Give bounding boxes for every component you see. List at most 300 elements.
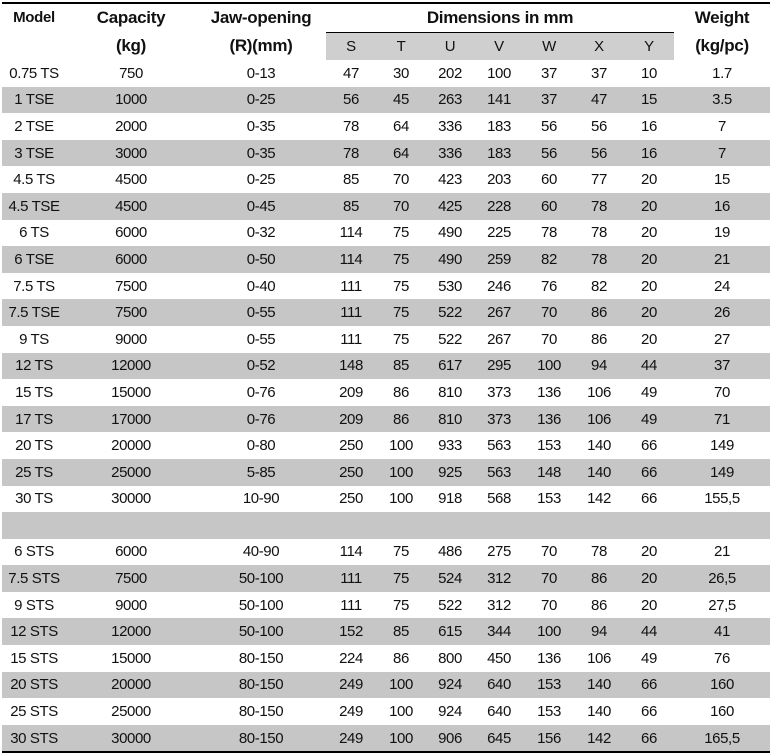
cell-weight: 27 bbox=[714, 330, 730, 348]
cell-dim-s: 85 bbox=[343, 171, 359, 189]
cell-dim-s: 250 bbox=[339, 437, 363, 455]
cell-jaw-opening: 0-76 bbox=[196, 406, 326, 433]
cell-capacity: 6000 bbox=[66, 246, 196, 273]
cell-model: 6 STS bbox=[14, 543, 54, 561]
cell-jaw-opening: 0-25 bbox=[246, 171, 276, 189]
cell-dim-t: 75 bbox=[376, 246, 426, 273]
cell-model: 7.5 TSE bbox=[2, 299, 66, 326]
cell-dim-x: 86 bbox=[591, 330, 607, 348]
cell-model: 6 TS bbox=[19, 224, 49, 242]
cell-dim-t: 75 bbox=[393, 543, 409, 561]
cell-model: 25 STS bbox=[10, 703, 58, 721]
cell-dim-w: 70 bbox=[541, 330, 557, 348]
cell-model: 7.5 TS bbox=[13, 277, 55, 295]
cell-dim-t: 64 bbox=[376, 140, 426, 167]
table-row bbox=[2, 193, 770, 220]
cell-weight: 26,5 bbox=[674, 565, 770, 592]
cell-dim-v: 275 bbox=[487, 543, 511, 561]
cell-dim-w: 136 bbox=[537, 383, 561, 401]
cell-dim-y: 20 bbox=[641, 277, 657, 295]
cell-dim-x: 37 bbox=[591, 64, 607, 82]
cell-model: 3 TSE bbox=[2, 140, 66, 167]
cell-weight: 70 bbox=[714, 383, 730, 401]
cell-dim-w: 76 bbox=[541, 277, 557, 295]
cell-capacity: 3000 bbox=[66, 140, 196, 167]
cell-dim-v: 563 bbox=[474, 459, 524, 486]
cell-model: 12 STS bbox=[2, 618, 66, 645]
cell-capacity: 20000 bbox=[66, 672, 196, 699]
cell-dim-u: 524 bbox=[426, 565, 474, 592]
cell-dim-w: 153 bbox=[524, 672, 574, 699]
cell-dim-v: 203 bbox=[487, 171, 511, 189]
table-row bbox=[2, 406, 770, 433]
cell-dim-x: 94 bbox=[574, 353, 624, 380]
cell-dim-s: 111 bbox=[326, 299, 376, 326]
clamp-specification-table bbox=[2, 2, 770, 753]
cell-capacity: 12000 bbox=[66, 618, 196, 645]
cell-dim-x: 78 bbox=[591, 543, 607, 561]
cell-capacity: 9000 bbox=[115, 596, 147, 614]
header-capacity-unit: (kg) bbox=[116, 36, 146, 56]
cell-jaw-opening: 0-45 bbox=[196, 193, 326, 220]
header-dim-x: X bbox=[574, 33, 624, 61]
cell-capacity: 15000 bbox=[111, 383, 151, 401]
cell-dim-y: 15 bbox=[624, 87, 674, 114]
cell-dim-u: 522 bbox=[438, 330, 462, 348]
cell-dim-y: 49 bbox=[641, 649, 657, 667]
cell-jaw-opening: 80-150 bbox=[196, 672, 326, 699]
cell-dim-w: 100 bbox=[524, 618, 574, 645]
cell-weight: 1.7 bbox=[712, 64, 732, 82]
cell-dim-v: 312 bbox=[487, 596, 511, 614]
cell-dim-x: 78 bbox=[574, 246, 624, 273]
cell-model: 20 TS bbox=[15, 437, 53, 455]
cell-jaw-opening: 50-100 bbox=[196, 618, 326, 645]
cell-dim-y: 66 bbox=[641, 437, 657, 455]
cell-jaw-opening: 0-52 bbox=[196, 353, 326, 380]
cell-dim-y: 20 bbox=[641, 330, 657, 348]
cell-weight: 21 bbox=[674, 246, 770, 273]
cell-dim-u: 425 bbox=[426, 193, 474, 220]
cell-dim-v: 225 bbox=[487, 224, 511, 242]
cell-dim-s: 209 bbox=[339, 383, 363, 401]
cell-weight: 155,5 bbox=[704, 490, 740, 508]
cell-weight: 76 bbox=[714, 649, 730, 667]
table-header bbox=[2, 3, 770, 60]
cell-jaw-opening: 0-55 bbox=[246, 330, 276, 348]
cell-jaw-opening: 0-80 bbox=[246, 437, 276, 455]
cell-dim-y: 49 bbox=[624, 406, 674, 433]
cell-dim-s: 47 bbox=[343, 64, 359, 82]
cell-capacity: 15000 bbox=[111, 649, 151, 667]
header-dim-y: Y bbox=[624, 33, 674, 61]
table-row bbox=[2, 486, 770, 513]
cell-dim-v: 228 bbox=[474, 193, 524, 220]
table-row bbox=[2, 645, 770, 672]
cell-dim-w: 136 bbox=[524, 406, 574, 433]
cell-dim-u: 423 bbox=[438, 171, 462, 189]
header-dimensions: Dimensions in mm bbox=[326, 3, 674, 33]
cell-jaw-opening: 0-13 bbox=[246, 64, 276, 82]
cell-model: 0.75 TS bbox=[9, 64, 59, 82]
cell-dim-w: 70 bbox=[541, 596, 557, 614]
cell-dim-v: 141 bbox=[474, 87, 524, 114]
cell-dim-y: 16 bbox=[624, 140, 674, 167]
cell-dim-s: 114 bbox=[326, 246, 376, 273]
cell-capacity: 9000 bbox=[115, 330, 147, 348]
cell-capacity: 6000 bbox=[115, 224, 147, 242]
cell-model: 9 STS bbox=[14, 596, 54, 614]
cell-dim-y: 44 bbox=[624, 353, 674, 380]
cell-dim-s: 148 bbox=[326, 353, 376, 380]
cell-capacity: 25000 bbox=[66, 459, 196, 486]
cell-capacity: 17000 bbox=[66, 406, 196, 433]
cell-dim-y: 20 bbox=[641, 224, 657, 242]
cell-dim-v: 344 bbox=[474, 618, 524, 645]
cell-weight: 24 bbox=[714, 277, 730, 295]
cell-dim-s: 249 bbox=[326, 672, 376, 699]
cell-dim-w: 60 bbox=[541, 171, 557, 189]
cell-dim-w: 70 bbox=[541, 543, 557, 561]
cell-weight: 27,5 bbox=[708, 596, 736, 614]
cell-dim-t: 75 bbox=[376, 565, 426, 592]
cell-weight: 41 bbox=[674, 618, 770, 645]
table-row bbox=[2, 87, 770, 114]
separator-row bbox=[2, 512, 770, 539]
cell-weight: 26 bbox=[674, 299, 770, 326]
cell-dim-s: 224 bbox=[339, 649, 363, 667]
cell-dim-u: 336 bbox=[438, 117, 462, 135]
table-row bbox=[2, 432, 770, 459]
table-row bbox=[2, 698, 770, 725]
header-jaw-opening: Jaw-opening bbox=[210, 8, 312, 28]
cell-dim-u: 918 bbox=[438, 490, 462, 508]
cell-dim-w: 56 bbox=[524, 140, 574, 167]
cell-dim-v: 450 bbox=[487, 649, 511, 667]
cell-dim-t: 86 bbox=[393, 383, 409, 401]
header-weight-unit: (kg/pc) bbox=[695, 36, 749, 56]
cell-dim-t: 75 bbox=[393, 224, 409, 242]
cell-dim-v: 100 bbox=[487, 64, 511, 82]
cell-dim-w: 37 bbox=[541, 64, 557, 82]
table-row bbox=[2, 60, 770, 87]
cell-dim-v: 373 bbox=[487, 383, 511, 401]
cell-dim-t: 75 bbox=[393, 277, 409, 295]
cell-dim-v: 312 bbox=[474, 565, 524, 592]
cell-dim-y: 20 bbox=[624, 299, 674, 326]
cell-dim-v: 183 bbox=[474, 140, 524, 167]
cell-weight: 7 bbox=[718, 117, 726, 135]
table-row bbox=[2, 565, 770, 592]
cell-jaw-opening: 10-90 bbox=[242, 490, 280, 508]
cell-dim-x: 142 bbox=[587, 490, 611, 508]
cell-model: 30 TS bbox=[15, 490, 53, 508]
cell-capacity: 1000 bbox=[66, 87, 196, 114]
cell-dim-y: 20 bbox=[624, 565, 674, 592]
cell-capacity: 750 bbox=[119, 64, 143, 82]
cell-dim-x: 77 bbox=[591, 171, 607, 189]
table-row bbox=[2, 592, 770, 619]
cell-dim-s: 152 bbox=[326, 618, 376, 645]
table-row bbox=[2, 618, 770, 645]
cell-dim-u: 202 bbox=[438, 64, 462, 82]
cell-dim-u: 924 bbox=[426, 672, 474, 699]
cell-dim-u: 530 bbox=[438, 277, 462, 295]
cell-weight: 149 bbox=[674, 459, 770, 486]
cell-weight: 165,5 bbox=[674, 725, 770, 753]
cell-weight: 21 bbox=[714, 543, 730, 561]
cell-model: 1 TSE bbox=[2, 87, 66, 114]
header-weight: Weight bbox=[694, 8, 750, 28]
cell-dim-s: 111 bbox=[340, 330, 362, 348]
cell-dim-u: 490 bbox=[438, 224, 462, 242]
cell-dim-t: 100 bbox=[376, 725, 426, 753]
cell-weight: 15 bbox=[714, 171, 730, 189]
cell-weight: 16 bbox=[674, 193, 770, 220]
cell-jaw-opening: 40-90 bbox=[242, 543, 280, 561]
cell-dim-x: 56 bbox=[574, 140, 624, 167]
cell-jaw-opening: 0-55 bbox=[196, 299, 326, 326]
cell-weight: 149 bbox=[710, 437, 734, 455]
cell-dim-s: 56 bbox=[326, 87, 376, 114]
cell-dim-y: 66 bbox=[624, 725, 674, 753]
cell-dim-v: 568 bbox=[487, 490, 511, 508]
cell-dim-u: 906 bbox=[426, 725, 474, 753]
cell-dim-x: 140 bbox=[574, 459, 624, 486]
cell-dim-s: 209 bbox=[326, 406, 376, 433]
cell-dim-y: 49 bbox=[641, 383, 657, 401]
cell-dim-y: 20 bbox=[624, 246, 674, 273]
cell-dim-x: 82 bbox=[591, 277, 607, 295]
cell-dim-w: 82 bbox=[524, 246, 574, 273]
cell-dim-y: 10 bbox=[641, 64, 657, 82]
cell-dim-w: 148 bbox=[524, 459, 574, 486]
header-dim-s: S bbox=[326, 33, 376, 61]
header-capacity: Capacity bbox=[96, 8, 166, 28]
cell-dim-x: 106 bbox=[587, 649, 611, 667]
cell-dim-y: 20 bbox=[641, 596, 657, 614]
cell-dim-u: 263 bbox=[426, 87, 474, 114]
cell-dim-y: 66 bbox=[641, 490, 657, 508]
cell-jaw-opening: 0-76 bbox=[246, 383, 276, 401]
cell-dim-v: 640 bbox=[474, 672, 524, 699]
cell-dim-x: 86 bbox=[574, 565, 624, 592]
cell-dim-v: 267 bbox=[474, 299, 524, 326]
cell-dim-w: 153 bbox=[537, 490, 561, 508]
table-row bbox=[2, 539, 770, 566]
cell-model: 30 STS bbox=[2, 725, 66, 753]
header-dim-v: V bbox=[474, 33, 524, 61]
cell-dim-v: 645 bbox=[474, 725, 524, 753]
cell-weight: 19 bbox=[714, 224, 730, 242]
cell-dim-t: 100 bbox=[389, 703, 413, 721]
cell-capacity: 20000 bbox=[111, 437, 151, 455]
cell-capacity: 12000 bbox=[66, 353, 196, 380]
cell-capacity: 6000 bbox=[115, 543, 147, 561]
table-row bbox=[2, 326, 770, 353]
table-row bbox=[2, 273, 770, 300]
table-row bbox=[2, 725, 770, 753]
table-row bbox=[2, 379, 770, 406]
cell-jaw-opening: 5-85 bbox=[196, 459, 326, 486]
cell-capacity: 30000 bbox=[66, 725, 196, 753]
cell-dim-t: 100 bbox=[389, 437, 413, 455]
cell-dim-s: 111 bbox=[340, 596, 362, 614]
cell-capacity: 30000 bbox=[111, 490, 151, 508]
cell-dim-v: 267 bbox=[487, 330, 511, 348]
table-row bbox=[2, 459, 770, 486]
cell-model: 15 STS bbox=[10, 649, 58, 667]
cell-dim-y: 44 bbox=[624, 618, 674, 645]
cell-dim-u: 615 bbox=[426, 618, 474, 645]
cell-dim-t: 45 bbox=[376, 87, 426, 114]
cell-dim-s: 85 bbox=[326, 193, 376, 220]
cell-dim-t: 85 bbox=[376, 618, 426, 645]
cell-dim-s: 250 bbox=[339, 490, 363, 508]
table-row bbox=[2, 220, 770, 247]
cell-dim-u: 800 bbox=[438, 649, 462, 667]
cell-weight: 37 bbox=[674, 353, 770, 380]
cell-dim-x: 78 bbox=[591, 224, 607, 242]
cell-dim-s: 249 bbox=[339, 703, 363, 721]
cell-dim-w: 70 bbox=[524, 565, 574, 592]
header-dim-t: T bbox=[376, 33, 426, 61]
cell-dim-t: 100 bbox=[376, 459, 426, 486]
cell-model: 6 TSE bbox=[2, 246, 66, 273]
table-row bbox=[2, 113, 770, 140]
cell-jaw-opening: 80-150 bbox=[238, 649, 284, 667]
cell-dim-x: 78 bbox=[574, 193, 624, 220]
cell-weight: 71 bbox=[674, 406, 770, 433]
cell-capacity: 7500 bbox=[66, 299, 196, 326]
cell-dim-y: 20 bbox=[641, 171, 657, 189]
cell-model: 4.5 TS bbox=[13, 171, 55, 189]
cell-model: 9 TS bbox=[19, 330, 49, 348]
cell-dim-x: 94 bbox=[574, 618, 624, 645]
cell-dim-w: 60 bbox=[524, 193, 574, 220]
cell-capacity: 4500 bbox=[66, 193, 196, 220]
table-row bbox=[2, 246, 770, 273]
cell-dim-u: 810 bbox=[438, 383, 462, 401]
cell-weight: 160 bbox=[710, 703, 734, 721]
cell-model: 15 TS bbox=[15, 383, 53, 401]
cell-capacity: 7500 bbox=[115, 277, 147, 295]
cell-dim-s: 249 bbox=[326, 725, 376, 753]
cell-dim-s: 78 bbox=[343, 117, 359, 135]
cell-dim-t: 86 bbox=[393, 649, 409, 667]
table-row bbox=[2, 672, 770, 699]
cell-dim-x: 140 bbox=[574, 672, 624, 699]
cell-dim-t: 75 bbox=[376, 299, 426, 326]
header-dim-u: U bbox=[426, 33, 474, 61]
cell-dim-w: 153 bbox=[537, 437, 561, 455]
cell-dim-y: 20 bbox=[624, 193, 674, 220]
cell-model: 17 TS bbox=[2, 406, 66, 433]
cell-dim-v: 373 bbox=[474, 406, 524, 433]
cell-dim-u: 924 bbox=[438, 703, 462, 721]
cell-dim-v: 246 bbox=[487, 277, 511, 295]
cell-dim-y: 66 bbox=[624, 672, 674, 699]
cell-dim-t: 100 bbox=[376, 672, 426, 699]
cell-dim-s: 111 bbox=[326, 565, 376, 592]
cell-dim-w: 156 bbox=[524, 725, 574, 753]
cell-dim-v: 640 bbox=[487, 703, 511, 721]
cell-capacity: 2000 bbox=[115, 117, 147, 135]
cell-dim-x: 56 bbox=[591, 117, 607, 135]
cell-dim-y: 20 bbox=[641, 543, 657, 561]
cell-model: 7.5 STS bbox=[2, 565, 66, 592]
header-model: Model bbox=[13, 9, 55, 26]
cell-dim-u: 336 bbox=[426, 140, 474, 167]
cell-dim-y: 16 bbox=[641, 117, 657, 135]
cell-jaw-opening: 0-35 bbox=[246, 117, 276, 135]
cell-dim-t: 85 bbox=[376, 353, 426, 380]
table-row bbox=[2, 140, 770, 167]
cell-dim-v: 259 bbox=[474, 246, 524, 273]
cell-dim-v: 563 bbox=[487, 437, 511, 455]
cell-capacity: 4500 bbox=[115, 171, 147, 189]
cell-dim-s: 114 bbox=[339, 543, 363, 561]
cell-dim-t: 75 bbox=[393, 330, 409, 348]
table-body bbox=[2, 60, 770, 752]
cell-dim-u: 933 bbox=[438, 437, 462, 455]
cell-dim-w: 78 bbox=[541, 224, 557, 242]
cell-dim-w: 70 bbox=[524, 299, 574, 326]
cell-jaw-opening: 0-32 bbox=[246, 224, 276, 242]
cell-dim-w: 56 bbox=[541, 117, 557, 135]
cell-model: 2 TSE bbox=[14, 117, 54, 135]
cell-dim-t: 70 bbox=[393, 171, 409, 189]
cell-jaw-opening: 50-100 bbox=[238, 596, 284, 614]
cell-dim-x: 140 bbox=[587, 437, 611, 455]
cell-dim-v: 295 bbox=[474, 353, 524, 380]
cell-dim-u: 925 bbox=[426, 459, 474, 486]
cell-dim-x: 106 bbox=[587, 383, 611, 401]
cell-dim-s: 111 bbox=[340, 277, 362, 295]
cell-jaw-opening: 0-40 bbox=[246, 277, 276, 295]
cell-jaw-opening: 0-50 bbox=[196, 246, 326, 273]
cell-dim-w: 37 bbox=[524, 87, 574, 114]
cell-dim-x: 140 bbox=[587, 703, 611, 721]
cell-dim-u: 522 bbox=[438, 596, 462, 614]
cell-dim-x: 47 bbox=[574, 87, 624, 114]
separator-cell bbox=[2, 512, 770, 539]
cell-dim-s: 250 bbox=[326, 459, 376, 486]
cell-dim-t: 86 bbox=[376, 406, 426, 433]
cell-dim-t: 75 bbox=[393, 596, 409, 614]
cell-dim-u: 486 bbox=[438, 543, 462, 561]
cell-weight: 3.5 bbox=[674, 87, 770, 114]
header-jaw-unit: (R)(mm) bbox=[229, 36, 293, 56]
header-dim-w: W bbox=[524, 33, 574, 61]
cell-capacity: 25000 bbox=[111, 703, 151, 721]
cell-model: 4.5 TSE bbox=[2, 193, 66, 220]
cell-dim-t: 100 bbox=[389, 490, 413, 508]
cell-jaw-opening: 50-100 bbox=[196, 565, 326, 592]
cell-dim-w: 153 bbox=[537, 703, 561, 721]
cell-dim-x: 86 bbox=[574, 299, 624, 326]
table-row bbox=[2, 353, 770, 380]
cell-weight: 7 bbox=[674, 140, 770, 167]
cell-dim-t: 30 bbox=[393, 64, 409, 82]
cell-dim-s: 114 bbox=[339, 224, 363, 242]
cell-model: 20 STS bbox=[2, 672, 66, 699]
cell-dim-u: 490 bbox=[426, 246, 474, 273]
cell-capacity: 7500 bbox=[66, 565, 196, 592]
cell-jaw-opening: 80-150 bbox=[238, 703, 284, 721]
cell-dim-t: 64 bbox=[393, 117, 409, 135]
cell-dim-w: 136 bbox=[537, 649, 561, 667]
